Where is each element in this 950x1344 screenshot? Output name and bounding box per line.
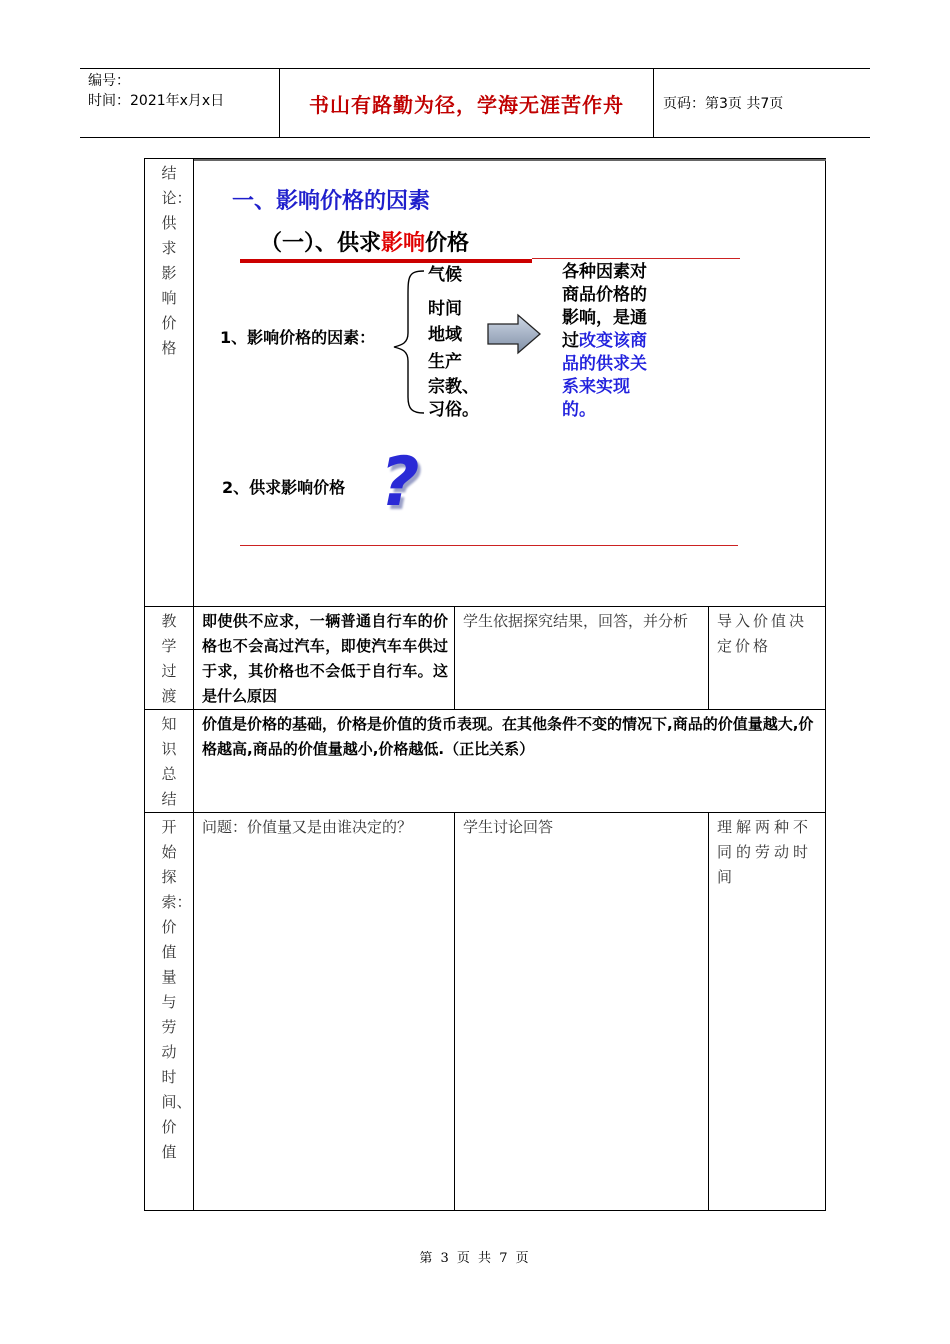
time-label: 时间：2021年x月x日 bbox=[88, 93, 225, 109]
factor-item: 时间 bbox=[428, 299, 462, 319]
factor-item: 气候 bbox=[428, 265, 462, 285]
subtitle-underline-thick bbox=[240, 259, 532, 263]
table-row bbox=[145, 607, 826, 710]
subtitle-underline-thin bbox=[532, 258, 740, 259]
question-mark-icon: ? bbox=[380, 443, 420, 522]
lesson-table bbox=[144, 158, 826, 1211]
row-label: 开始探索：价值量与劳动时间、价值 bbox=[161, 818, 192, 1161]
slide-image bbox=[194, 159, 825, 605]
question-label: 2、供求影响价格 bbox=[222, 478, 346, 497]
header-meta bbox=[80, 69, 280, 137]
student-activity: 学生依据探究结果，回答，并分析 bbox=[463, 612, 689, 630]
row-label: 结论：供求影响价格 bbox=[161, 164, 192, 357]
row-label: 知识总结 bbox=[161, 715, 177, 808]
table-row bbox=[145, 813, 826, 1211]
header-motto: 书山有路勤为径，学海无涯苦作舟 bbox=[280, 69, 654, 137]
table-row bbox=[145, 159, 826, 607]
factor-item: 生产 bbox=[428, 352, 462, 372]
factor-explanation: 各种因素对商品价格的影响，是通过改变该商品的供求关系来实现的。 bbox=[562, 262, 647, 420]
factor-item: 习俗。 bbox=[428, 400, 479, 420]
transition-question: 即使供不应求，一辆普通自行车的价格也不会高过汽车，即使汽车车供过于求，其价格也不会低于自行车。这是什么原因 bbox=[202, 612, 448, 705]
slide-top-border bbox=[194, 159, 826, 161]
row-label: 教学过渡 bbox=[161, 612, 177, 705]
page-footer: 第 3 页 共 7 页 bbox=[419, 1251, 531, 1266]
page-header bbox=[80, 68, 870, 138]
factor-label: 1、影响价格的因素： bbox=[220, 328, 376, 347]
brace-icon bbox=[390, 267, 430, 417]
number-label: 编号： bbox=[88, 73, 130, 89]
table-row bbox=[145, 710, 826, 813]
slide-bottom-rule bbox=[240, 545, 738, 546]
arrow-right-icon bbox=[486, 313, 542, 355]
exploration-question: 问题：价值量又是由谁决定的？ bbox=[202, 818, 413, 836]
knowledge-summary: 价值是价格的基础，价格是价值的货币表现。在其他条件不变的情况下,商品的价值量越大,价格越高,商品的价值量越小,价格越低.（正比关系） bbox=[202, 715, 814, 758]
design-intent: 理解两种不同的劳动时间 bbox=[717, 818, 813, 886]
slide-subtitle: （一）、供求影响价格 bbox=[260, 231, 470, 256]
design-intent: 导入价值决定价格 bbox=[717, 612, 808, 655]
header-page-info: 页码：第3页 共7页 bbox=[663, 96, 784, 112]
factor-item: 宗教、 bbox=[428, 377, 479, 397]
slide-cell bbox=[194, 159, 826, 607]
factor-item: 地域 bbox=[428, 325, 462, 345]
slide-title: 一、影响价格的因素 bbox=[232, 189, 431, 214]
student-activity: 学生讨论回答 bbox=[463, 818, 554, 836]
